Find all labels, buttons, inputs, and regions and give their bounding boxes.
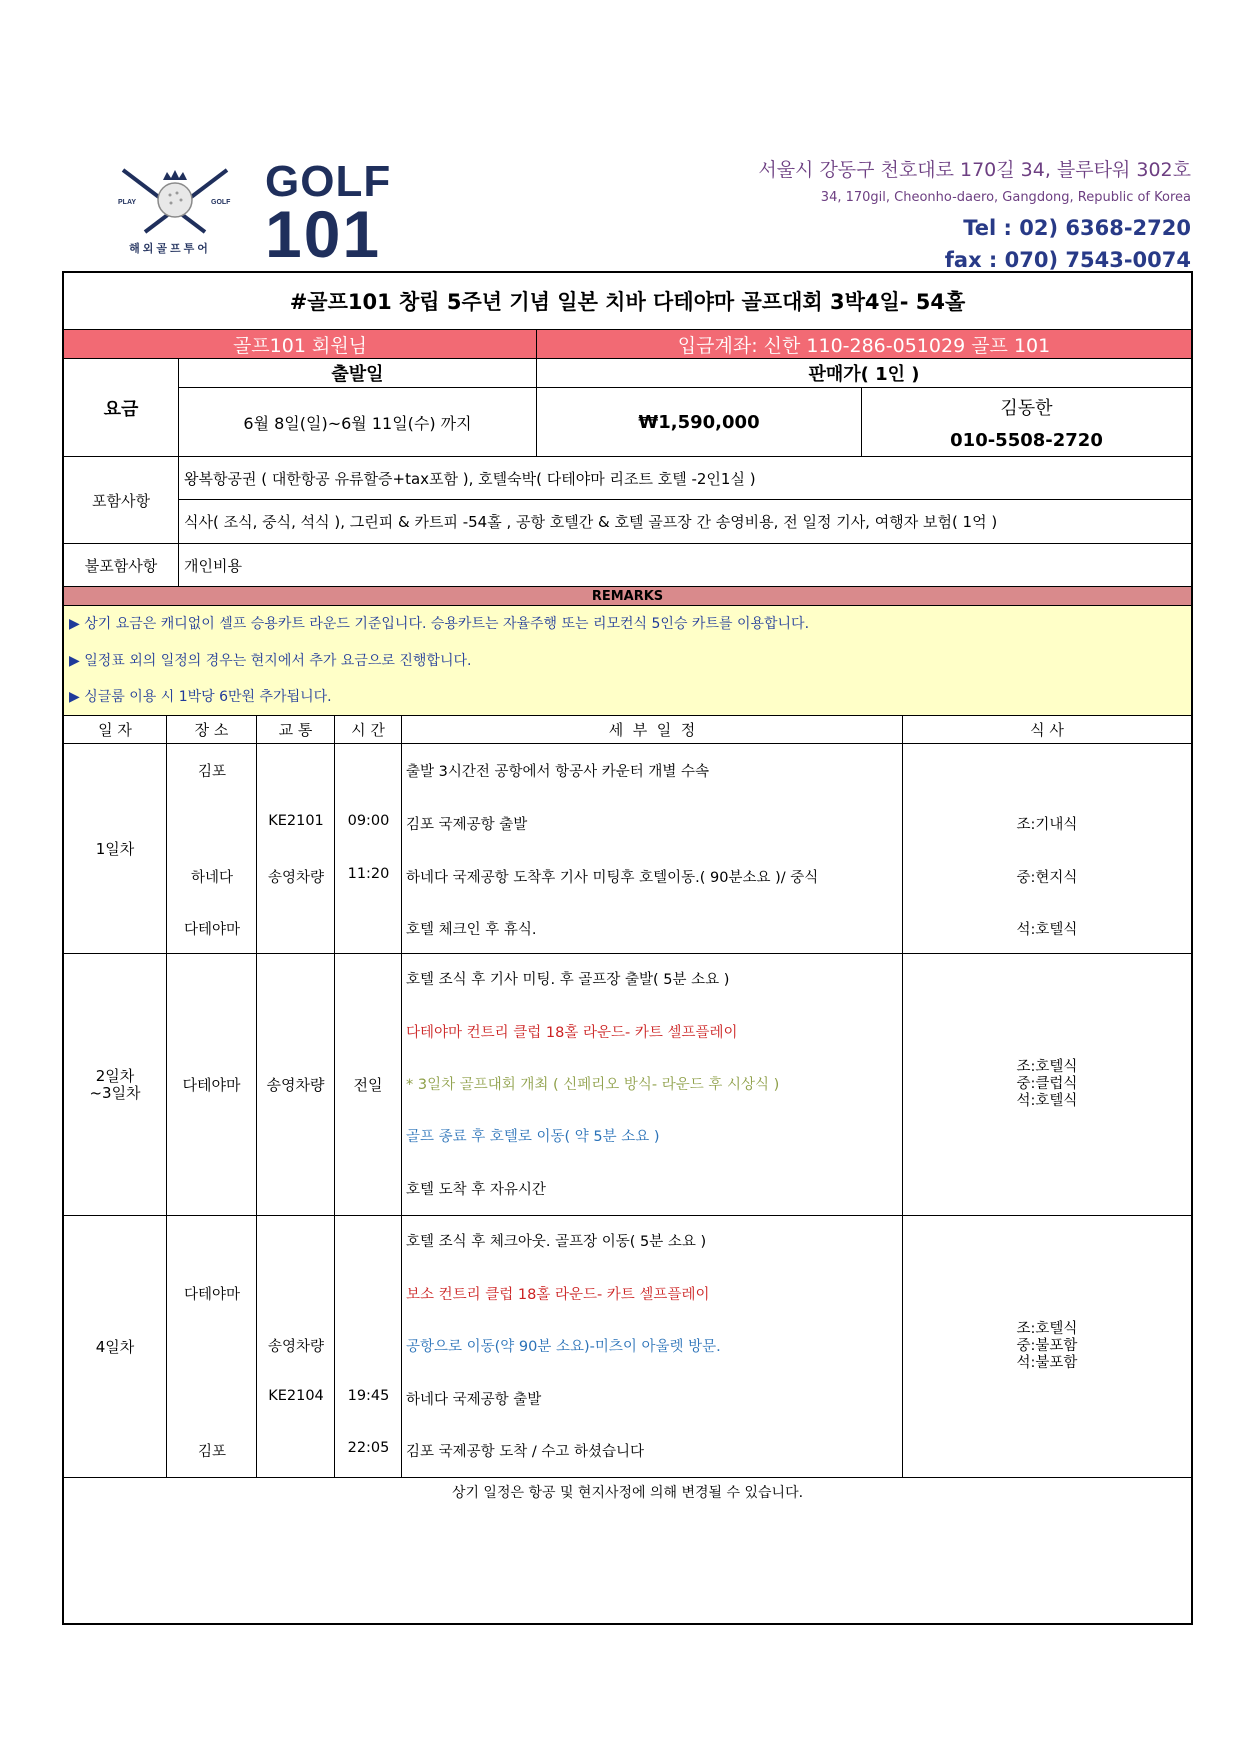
day1-places — [167, 744, 257, 954]
day2-transport: 송영차량 — [257, 954, 335, 1216]
included-line-1: 왕복항공권 ( 대한항공 유류할증+tax포함 ), 호텔숙박( 다테야마 리조트 호텔 -2인1실 ) — [179, 457, 1191, 500]
time: 22:05 — [347, 1440, 390, 1456]
day2-label-line1: 2일차 — [95, 1066, 135, 1085]
day1-label: 1일차 — [64, 744, 167, 954]
excluded-label: 불포함사항 — [64, 544, 179, 587]
day4-label: 4일차 — [64, 1216, 167, 1478]
remark-item: ▶ 일정표 외의 일정의 경우는 현지에서 추가 요금으로 진행합니다. — [69, 653, 472, 669]
place: 김포 — [197, 764, 226, 780]
meal: 중:현지식 — [1016, 870, 1078, 886]
fax-number: fax : 070) 7543-0074 — [944, 248, 1191, 272]
departure-header: 출발일 — [179, 359, 537, 388]
header-transport: 교 통 — [257, 716, 335, 744]
day2-label-line2: ~3일차 — [89, 1083, 141, 1102]
header-place: 장 소 — [167, 716, 257, 744]
day2-label — [64, 954, 167, 1216]
header-time: 시 간 — [335, 716, 402, 744]
day4-transports — [257, 1216, 335, 1478]
meal: 석:호텔식 — [1016, 1093, 1078, 1109]
transport: 송영차량 — [267, 870, 325, 886]
remark-item: ▶ 상기 요금은 캐디없이 셀프 승용카트 라운드 기준입니다. 승용카트는 자율주행 또는 리모컨식 5인승 카트를 이용합니다. — [69, 616, 810, 632]
svg-text:GOLF: GOLF — [211, 199, 231, 206]
included-line-2: 식사( 조식, 중식, 석식 ), 그린피 & 카트피 -54홀 , 공항 호텔간 & 호텔 골프장 간 송영비용, 전 일정 기사, 여행자 보험( 1억 ) — [179, 500, 1191, 544]
page-title: #골프101 창립 5주년 기념 일본 치바 다테야마 골프대회 3박4일- 54홀 — [64, 273, 1191, 330]
day2-meals — [903, 954, 1191, 1216]
included-label: 포함사항 — [64, 457, 179, 544]
price-value: ₩1,590,000 — [537, 388, 862, 457]
meal: 조:호텔식 — [1016, 1059, 1078, 1075]
day2-time: 전일 — [335, 954, 402, 1216]
transport: KE2104 — [268, 1388, 324, 1404]
remark-item: ▶ 싱글룸 이용 시 1박당 6만원 추가됩니다. — [69, 689, 332, 705]
remarks-box — [64, 606, 1191, 716]
meal: 조:기내식 — [1016, 817, 1078, 833]
event-highlight: 보소 컨트리 클럽 18홀 라운드- 카트 셀프플레이 — [406, 1287, 710, 1303]
footer-note: 상기 일정은 항공 및 현지사정에 의해 변경될 수 있습니다. — [451, 1485, 804, 1501]
day4-times — [335, 1216, 402, 1478]
meal: 조:호텔식 — [1016, 1321, 1078, 1337]
event: 호텔 도착 후 자유시간 — [406, 1182, 546, 1198]
event: 호텔 조식 후 체크아웃. 골프장 이동( 5분 소요 ) — [406, 1234, 707, 1250]
contact-phone: 010-5508-2720 — [950, 429, 1103, 451]
place: 김포 — [197, 1444, 226, 1460]
departure-value: 6월 8일(일)~6월 11일(수) 까지 — [179, 388, 537, 457]
meal: 석:불포함 — [1016, 1355, 1078, 1371]
contact-name: 김동한 — [1000, 397, 1053, 419]
event: 하네다 국제공항 도착후 기사 미팅후 호텔이동.( 90분소요 )/ 중식 — [406, 870, 819, 886]
event: 하네다 국제공항 출발 — [406, 1392, 542, 1408]
company-logo — [115, 157, 435, 271]
event-tournament: * 3일차 골프대회 개최 ( 신페리오 방식- 라운드 후 시상식 ) — [406, 1077, 780, 1093]
telephone: Tel : 02) 6368-2720 — [963, 216, 1191, 240]
day2-events — [402, 954, 903, 1216]
remarks-header: REMARKS — [64, 587, 1191, 606]
itinerary-sheet — [62, 271, 1193, 1625]
event: 출발 3시간전 공항에서 항공사 카운터 개별 수속 — [406, 764, 710, 780]
day4-meals — [903, 1216, 1191, 1478]
transport: KE2101 — [268, 813, 324, 829]
event: 호텔 체크인 후 휴식. — [406, 922, 537, 938]
place: 다테야마 — [183, 1287, 241, 1303]
excluded-value: 개인비용 — [179, 544, 1191, 587]
day2-place: 다테야마 — [167, 954, 257, 1216]
meal: 중:불포함 — [1016, 1338, 1078, 1354]
place: 하네다 — [190, 870, 234, 886]
logo-subtitle: 해외골프투어 — [129, 242, 211, 255]
meal: 중:클럽식 — [1016, 1076, 1078, 1092]
time: 11:20 — [347, 866, 390, 882]
place: 다테야마 — [183, 922, 241, 938]
contact-info — [862, 388, 1191, 457]
account-banner: 입금계좌: 신한 110-286-051029 골프 101 — [537, 330, 1191, 359]
day4-events — [402, 1216, 903, 1478]
time: 19:45 — [347, 1388, 390, 1404]
day1-events — [402, 744, 903, 954]
logo-word-top: GOLF — [265, 157, 392, 206]
transport: 송영차량 — [267, 1339, 325, 1355]
event-transfer: 공항으로 이동(약 90분 소요)-미츠이 아울렛 방문. — [406, 1339, 721, 1355]
header-detail: 세 부 일 정 — [402, 716, 903, 744]
meal: 석:호텔식 — [1016, 922, 1078, 938]
member-banner: 골프101 회원님 — [64, 330, 537, 359]
day1-meals — [903, 744, 1191, 954]
price-header: 판매가( 1인 ) — [537, 359, 1191, 388]
day1-times — [335, 744, 402, 954]
event-transfer: 골프 종료 후 호텔로 이동( 약 5분 소요 ) — [406, 1129, 660, 1145]
logo-word-bottom: 101 — [265, 197, 382, 271]
event: 김포 국제공항 출발 — [406, 817, 528, 833]
address-english: 34, 170gil, Cheonho-daero, Gangdong, Republic of Korea — [820, 190, 1191, 205]
header-day: 일 자 — [64, 716, 167, 744]
fare-label: 요금 — [64, 359, 179, 457]
address-korean: 서울시 강동구 천호대로 170길 34, 블루타워 302호 — [758, 159, 1191, 181]
header-meal: 식 사 — [903, 716, 1191, 744]
day4-places — [167, 1216, 257, 1478]
event: 호텔 조식 후 기사 미팅. 후 골프장 출발( 5분 소요 ) — [406, 972, 730, 988]
time: 09:00 — [347, 813, 390, 829]
day1-transports — [257, 744, 335, 954]
svg-text:PLAY: PLAY — [118, 199, 137, 206]
event: 김포 국제공항 도착 / 수고 하셨습니다 — [406, 1444, 645, 1460]
logo-wordmark — [265, 157, 435, 271]
event-highlight: 다테야마 컨트리 클럽 18홀 라운드- 카트 셀프플레이 — [406, 1025, 738, 1041]
